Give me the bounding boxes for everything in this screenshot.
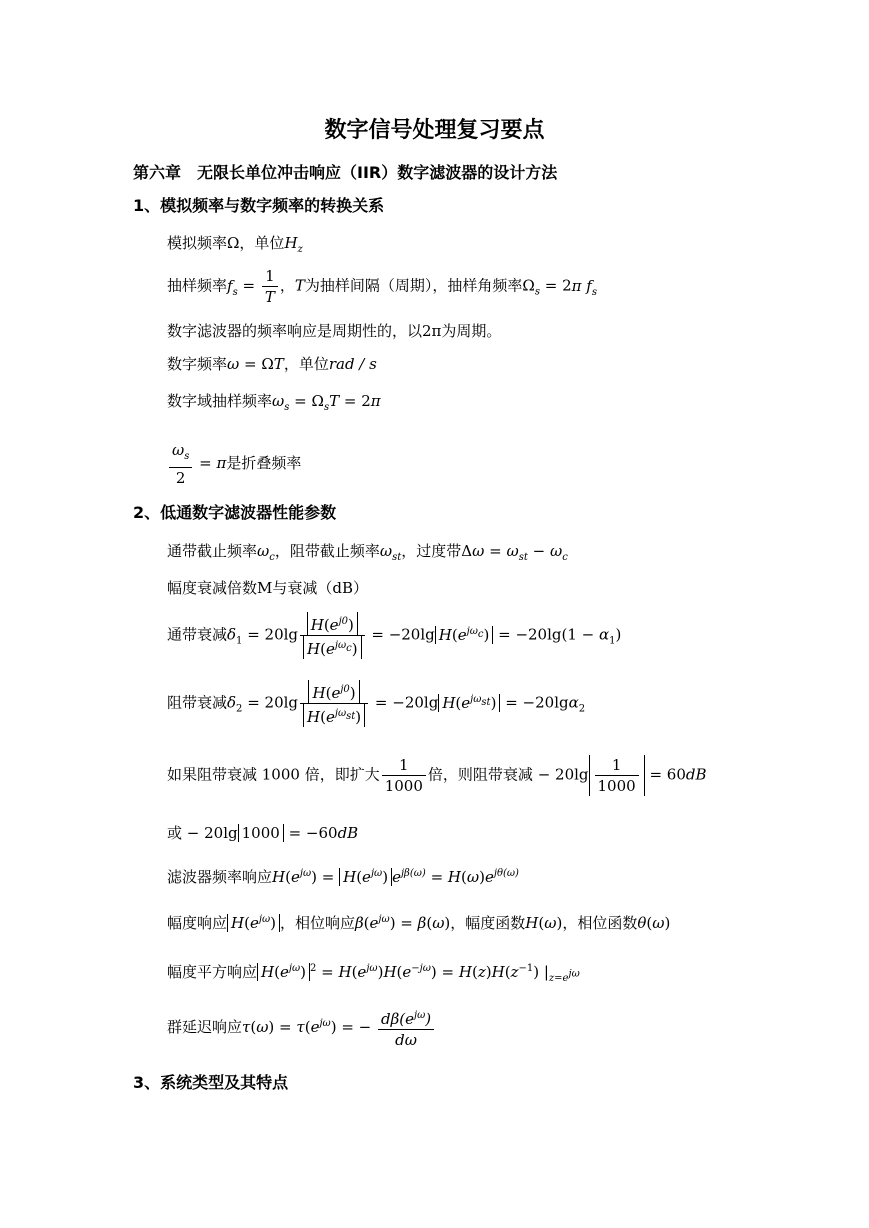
chapter-heading: 第六章 无限长单位冲击响应（IIR）数字滤波器的设计方法 xyxy=(133,163,558,182)
s1-line-3: 数字滤波器的频率响应是周期性的，以2π为周期。 xyxy=(167,322,502,340)
section-3-heading: 3、系统类型及其特点 xyxy=(133,1073,289,1092)
s2-line-7: 滤波器频率响应$H(e^{j\omega}) = H(e^{j\omega}) e^{j\beta(\omega)} = H(\omega)e^{j\theta(\omega)}$ xyxy=(167,868,519,886)
s1-line-5: 数字域抽样频率$\omega_s = \Omega_sT = 2\pi$ xyxy=(167,392,381,413)
s2-line-8: 幅度响应 $H(e^{j\omega})$ ，相位响应$\beta(e^{j\omega}) = \beta(\omega)$，幅度函数H(ω)，相位函数θ(ω) xyxy=(167,914,671,932)
s2-line-5: 如果阻带衰减 1000 倍，即扩大 $\frac{1}{1000}$ 倍，则阻带衰减 − 20lg $\frac{1}{1000}$ = 60dB xyxy=(167,756,707,795)
s2-line-1: 通带截止频率$\omega_c$，阻带截止频率$\omega_{st}$，过度带$\Delta\omega = \omega_{st} - \omega_c$ xyxy=(167,542,568,563)
s1-line-1: 模拟频率Ω，单位$H_z$ xyxy=(167,234,303,255)
page-title: 数字信号处理复习要点 xyxy=(324,118,545,143)
section-2-heading: 2、低通数字滤波器性能参数 xyxy=(133,503,337,522)
s1-line-4: 数字频率ω = ΩT，单位rad / s xyxy=(167,355,377,373)
s2-line-9: 幅度平方响应 $H(e^{j\omega}) ^2 = H(e^{j\omega})H(e^{-j\omega}) = H(z)H(z^{-1})$ $|_{z=e^{j\omega}}$ xyxy=(167,963,580,984)
s2-line-4: 阻带衰减$\delta_2 = 20\lg$ $\frac{H(e^{j0})}{H(e^{j\omega_{st}})}$ = −20lg $H(e^{j\omega_{st}}) = -20\lg\alpha_2$ xyxy=(167,680,585,727)
s2-line-6: 或 − 20lg 1000 = −60dB xyxy=(167,824,359,842)
s2-line-3: 通带衰减$\delta_1 = 20\lg$ $\frac{H(e^{j0})}{H(e^{j\omega_c})}$ = −20lg $H(e^{j\omega_c}) = -20\lg(1 - \alpha_1)$ xyxy=(167,612,621,659)
s1-line-2: 抽样频率$f_s$ = $\frac{1}{T}$ ，T为抽样间隔（周期），抽样角频率$\Omega_s = 2\pi$ $f_s$ xyxy=(167,267,597,306)
s1-line-6: $\frac{\omega_s}{2}$ = π是折叠频率 xyxy=(167,440,301,488)
s2-line-10: 群延迟响应$\tau(\omega) = \tau(e^{j\omega})$ = − $\frac{d\beta(e^{j\omega})}{d\omega}$ xyxy=(167,1006,436,1050)
s2-line-2: 幅度衰减倍数M与衰减（dB） xyxy=(167,579,368,597)
section-1-heading: 1、模拟频率与数字频率的转换关系 xyxy=(133,196,385,215)
